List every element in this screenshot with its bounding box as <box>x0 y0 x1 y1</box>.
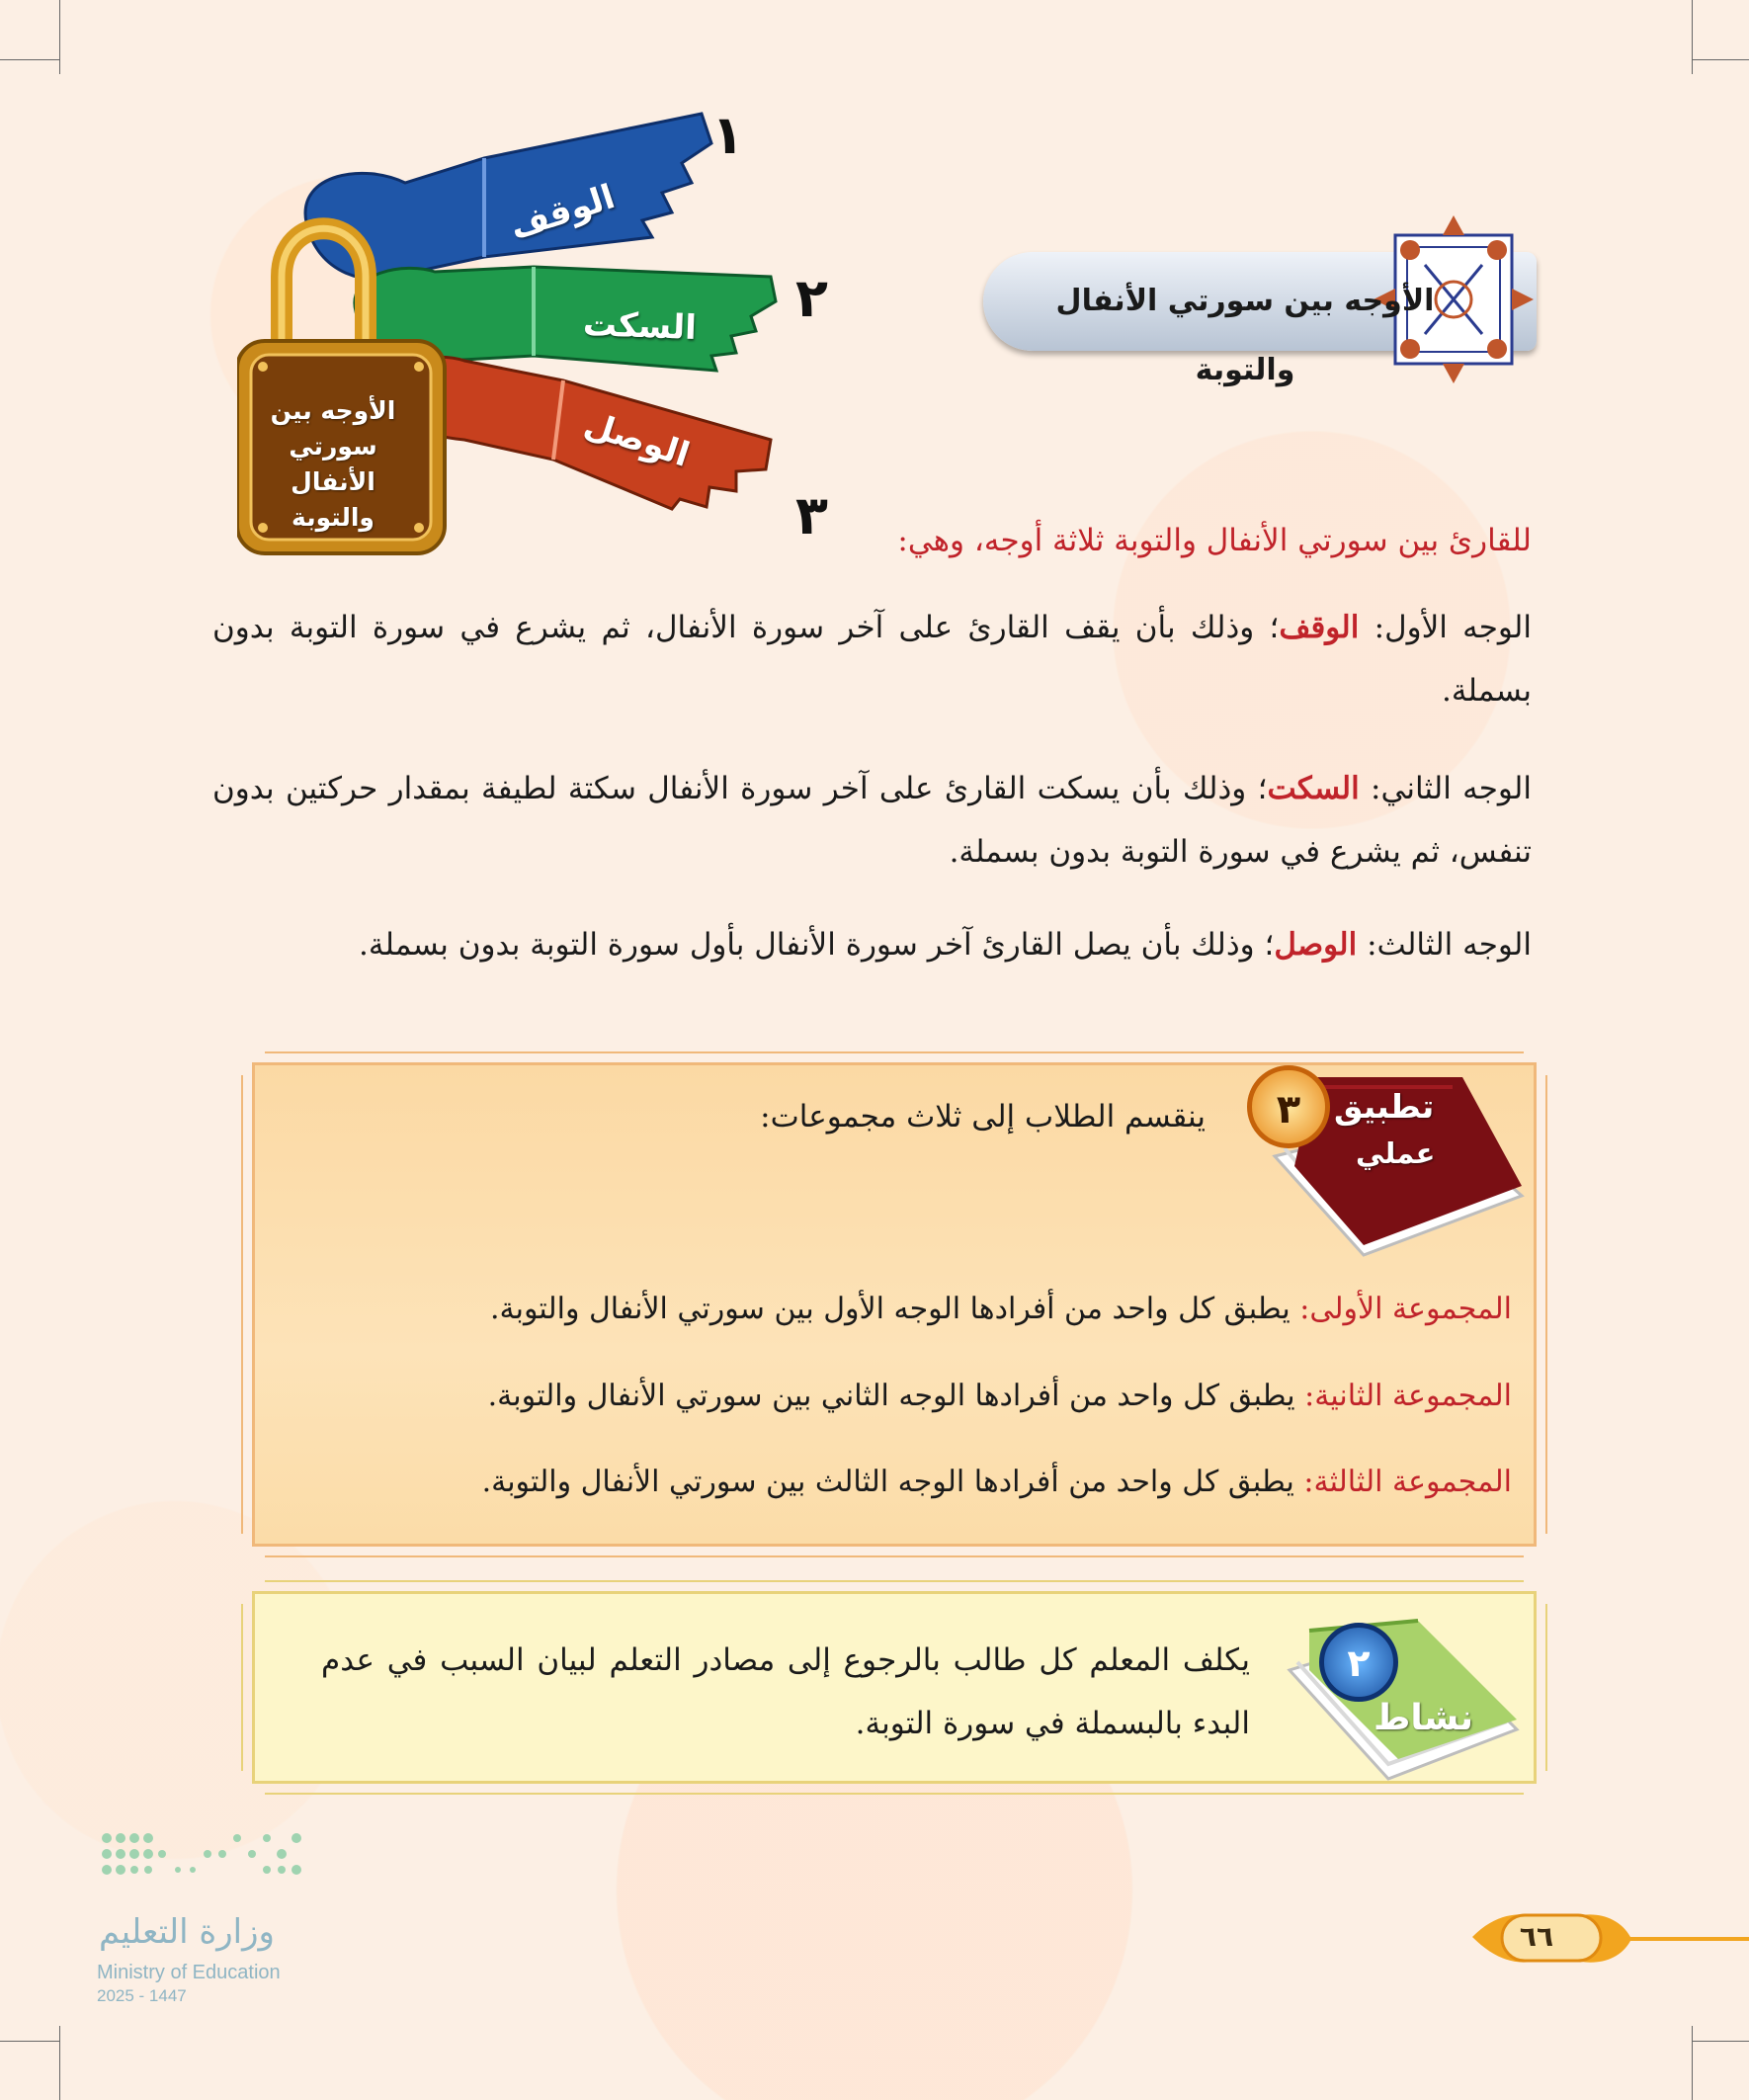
ministry-logo-icon <box>99 1830 311 1880</box>
lock-label-line: سورتي الأنفال <box>289 432 377 496</box>
group-item-2 <box>247 1365 1512 1428</box>
face-term: الوقف <box>1279 610 1360 645</box>
lock-label-line: والتوبة <box>292 503 375 532</box>
face-prefix: الوجه الثاني: <box>1359 771 1532 806</box>
page-number: ٦٦ <box>1519 1920 1554 1953</box>
key-number-2: ٢ <box>795 267 828 329</box>
group-label: المجموعة الثانية: <box>1294 1379 1512 1413</box>
activity-badge-label: نشاط <box>1374 1698 1474 1738</box>
application-number-badge: ٣ <box>1247 1065 1330 1148</box>
activity-text: يكلف المعلم كل طالب بالرجوع إلى مصادر التعلم لبيان السبب في عدم البدء بالبسملة في سورة التوبة. <box>321 1642 1250 1741</box>
face-text: ؛ وذلك بأن يقف القارئ على آخر سورة الأنفال، ثم يشرع في سورة التوبة بدون بسملة. <box>212 610 1532 709</box>
face-text: ؛ وذلك بأن يصل القارئ آخر سورة الأنفال بأول سورة التوبة بدون بسملة. <box>358 927 1275 963</box>
face-term: الوصل <box>1274 927 1358 963</box>
lock-label-line: الأوجه بين <box>270 396 396 425</box>
face-paragraph-3 <box>212 913 1532 976</box>
group-label: المجموعة الأولى: <box>1290 1292 1512 1326</box>
crop-mark <box>1692 0 1693 74</box>
face-paragraph-1 <box>212 596 1532 722</box>
crop-mark <box>1692 2026 1693 2100</box>
key-label-sakt: السكت <box>582 304 698 348</box>
crop-mark <box>59 0 60 74</box>
key-label-wasl: الوصل <box>579 404 695 475</box>
header-title: الأوجه بين سورتي الأنفال والتوبة <box>1055 284 1435 387</box>
group-text: يطبق كل واحد من أفرادها الوجه الثاني بين سورتي الأنفال والتوبة. <box>487 1379 1295 1413</box>
key-number-3: ٣ <box>795 484 828 546</box>
group-text: يطبق كل واحد من أفرادها الوجه الثالث بين سورتي الأنفال والتوبة. <box>481 1465 1294 1499</box>
crop-mark <box>1692 2041 1749 2042</box>
application-badge-line2: عملي <box>1356 1136 1436 1170</box>
application-instruction: ينقسم الطلاب إلى ثلاث مجموعات: <box>760 1099 1206 1134</box>
group-item-1 <box>247 1278 1512 1341</box>
group-label: المجموعة الثالثة: <box>1293 1465 1512 1499</box>
academic-year: 2025 - 1447 <box>97 1986 187 2005</box>
key-number-1: ١ <box>711 104 744 166</box>
face-text: ؛ وذلك بأن يسكت القارئ على آخر سورة الأنفال سكتة لطيفة بمقدار حركتين بدون تنفس، ثم يشرع في سورة التوبة بدون بسملة. <box>212 771 1532 870</box>
crop-mark <box>0 2041 59 2042</box>
face-term: السكت <box>1267 771 1360 806</box>
application-badge-line1: تطبيق <box>1334 1087 1435 1126</box>
intro-text: للقارئ بين سورتي الأنفال والتوبة ثلاثة أوجه، وهي: <box>897 523 1532 558</box>
face-prefix: الوجه الأول: <box>1359 610 1532 645</box>
group-text: يطبق كل واحد من أفرادها الوجه الأول بين سورتي الأنفال والتوبة. <box>489 1292 1291 1326</box>
key-label-waqf: الوقف <box>505 177 621 248</box>
face-paragraph-2 <box>212 757 1532 883</box>
group-item-3 <box>247 1451 1512 1514</box>
activity-number-badge: ٢ <box>1319 1623 1398 1702</box>
crop-mark <box>59 2026 60 2100</box>
crop-mark <box>1692 59 1749 60</box>
face-prefix: الوجه الثالث: <box>1357 927 1532 963</box>
ministry-name-arabic: وزارة التعليم <box>99 1912 275 1952</box>
ministry-name-english: Ministry of Education <box>97 1962 281 1983</box>
crop-mark <box>0 59 59 60</box>
